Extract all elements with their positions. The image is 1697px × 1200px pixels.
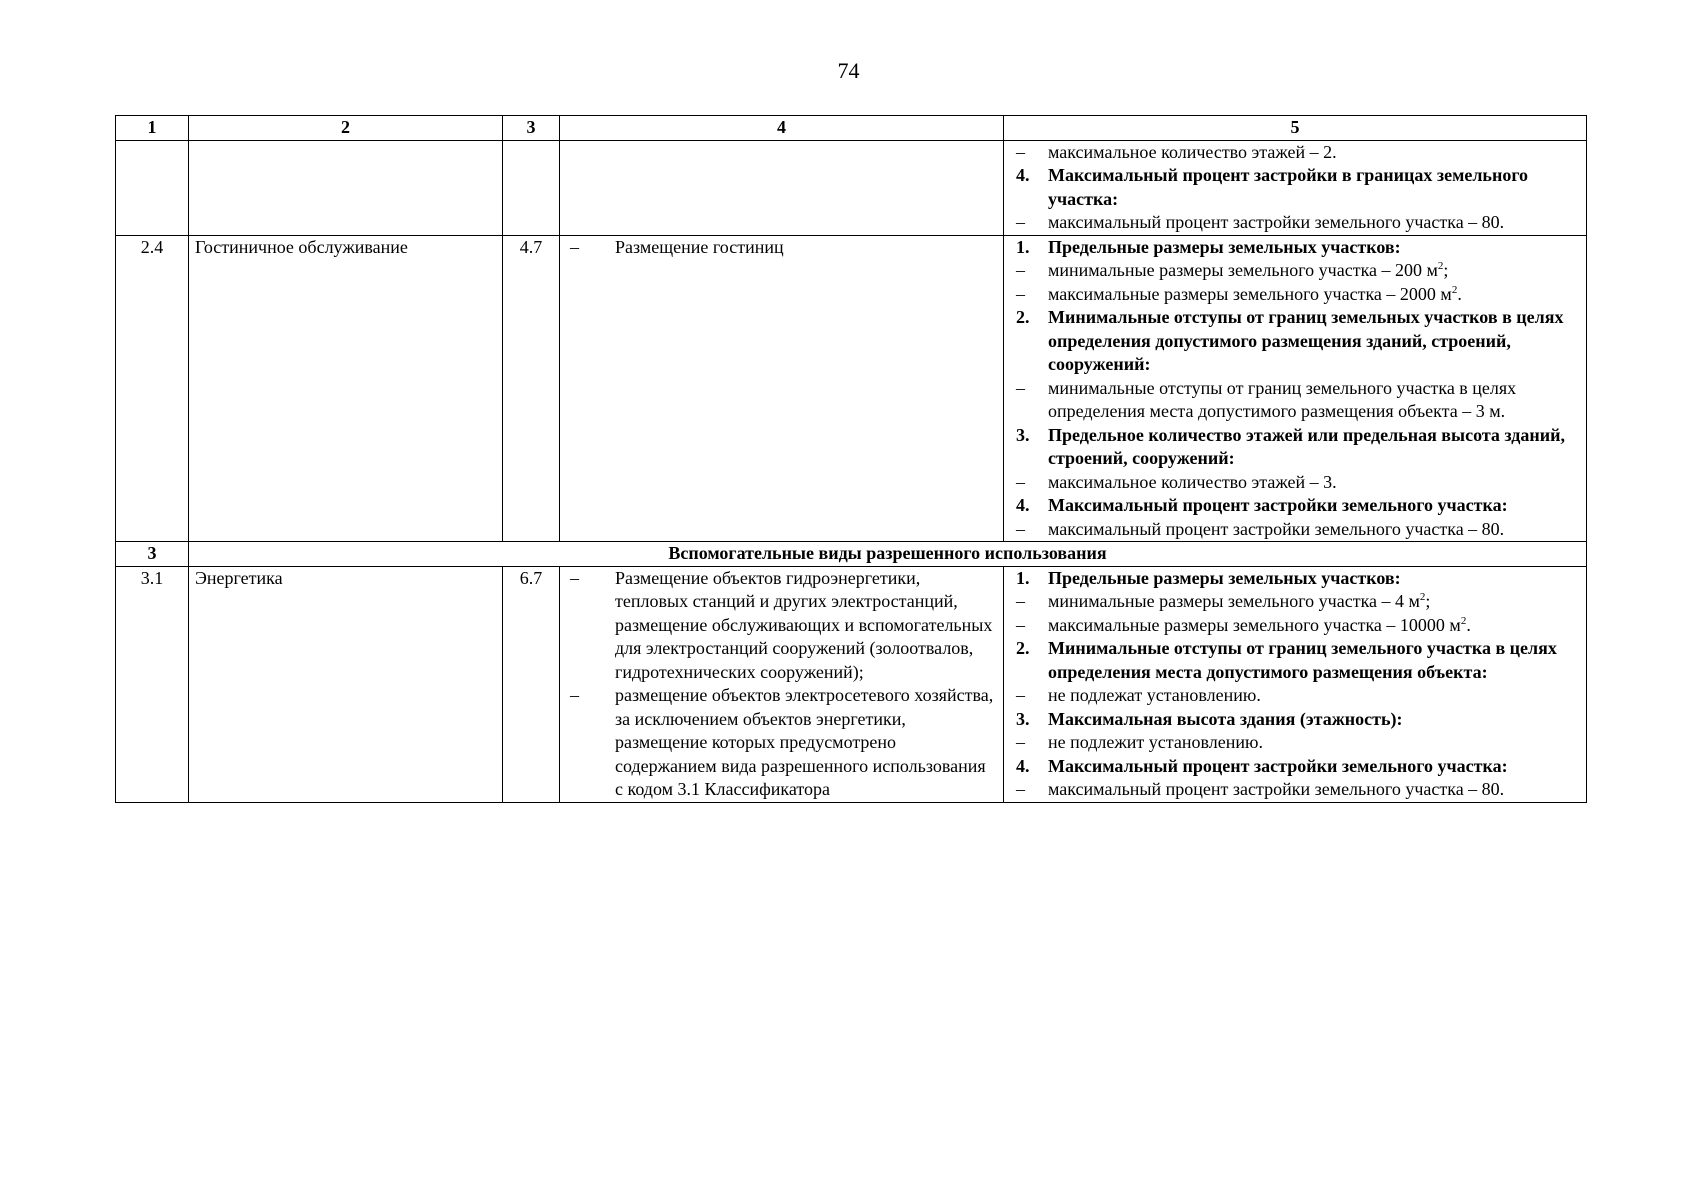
item-text: максимальные размеры земельного участка – 2000 м [1048,283,1452,304]
table-row-continuation [116,140,1587,235]
item-number: 4. [1016,755,1030,776]
list-item [1010,471,1580,495]
item-number: 3. [1016,424,1030,445]
list-item [1010,518,1580,542]
item-number: 4. [1016,495,1030,515]
table-header-row [116,116,1587,141]
parameter-heading [1010,637,1580,684]
item-punctuation: ; [1425,591,1431,611]
item-text: максимальный процент застройки земельного участка – 80. [1048,212,1505,232]
item-punctuation: . [1457,283,1462,304]
cell-description [560,140,1004,235]
item-text: максимальные размеры земельного участка – 10000 м [1048,614,1461,635]
item-text: Размещение объектов гидроэнергетики, тепловых станций и других электростанций, размещение обслуживающих и вспомогательных для электростанций сооружений (золоотвалов, гидротехнических сооружений); [615,567,993,682]
parameter-heading [1010,494,1580,518]
cell-code: 6.7 [503,566,560,802]
dash-bullet: – [570,236,579,257]
item-text: Максимальный процент застройки в границах земельного участка: [1048,165,1529,209]
list-item [566,684,997,802]
item-punctuation: ; [1443,260,1449,280]
cell-name [189,140,503,235]
dash-bullet: – [1016,212,1025,232]
item-text: минимальные отступы от границ земельного участка в целях определения места допустимого размещения объекта – 3 м. [1048,377,1517,421]
item-text: максимальный процент застройки земельного участка – 80. [1048,518,1505,539]
cell-parameters [1004,140,1587,235]
item-text: максимальное количество этажей – 2. [1048,141,1337,162]
column-header-4: 4 [560,116,1004,141]
dash-bullet: – [1016,591,1025,611]
item-text: Размещение гостиниц [615,236,784,257]
dash-bullet: – [1016,377,1025,398]
item-text-with-units [1048,590,1580,614]
item-text: Минимальные отступы от границ земельного участка в целях определения места допустимого размещения объекта: [1048,638,1557,682]
superscript: 2 [1437,260,1444,272]
column-header-2: 2 [189,116,503,141]
item-text: не подлежит установлению. [1048,732,1263,752]
list-item [1010,141,1580,165]
table-row-2-4 [116,235,1587,542]
parameter-heading [1010,164,1580,211]
dash-bullet: – [1016,614,1025,635]
parameter-heading [1010,755,1580,779]
dash-bullet: – [1016,732,1025,752]
cell-code: 4.7 [503,235,560,542]
item-number: 2. [1016,638,1030,658]
item-text: Максимальный процент застройки земельного участка: [1048,755,1508,776]
dash-bullet: – [1016,283,1025,304]
list-item [1010,590,1580,614]
dash-bullet: – [1016,518,1025,539]
page-number: 74 [837,58,860,83]
item-text: Максимальная высота здания (этажность): [1048,708,1403,729]
item-text: Предельные размеры земельных участков: [1048,567,1401,588]
item-number: 1. [1016,567,1030,588]
list-item [1010,259,1580,283]
item-number: 3. [1016,708,1030,729]
item-text: Предельное количество этажей или предельная высота зданий, строений, сооружений: [1048,424,1566,468]
list-item [1010,731,1580,755]
dash-bullet: – [1016,471,1025,492]
cell-code [503,140,560,235]
dash-bullet: – [1016,779,1025,799]
superscript: 2 [1451,283,1458,296]
table-row-3-1 [116,566,1587,802]
cell-num [116,140,189,235]
cell-description [560,566,1004,802]
column-header-3: 3 [503,116,560,141]
parameter-heading [1010,567,1580,591]
cell-num: 2.4 [116,235,189,542]
cell-description [560,235,1004,542]
parameter-heading [1010,236,1580,260]
item-number: 2. [1016,307,1030,327]
regulations-table [115,115,1587,803]
list-item [1010,283,1580,307]
list-item [1010,684,1580,708]
dash-bullet: – [1016,260,1025,280]
item-text: Минимальные отступы от границ земельных участков в целях определения допустимого размещения зданий, строений, сооружений: [1048,307,1564,374]
list-item [566,567,997,685]
section-num: 3 [116,542,189,567]
list-item [1010,211,1580,235]
cell-name: Гостиничное обслуживание [189,235,503,542]
cell-parameters [1004,235,1587,542]
column-header-5: 5 [1004,116,1587,141]
list-item [1010,778,1580,802]
item-text-with-units [1048,283,1580,307]
dash-bullet: – [1016,685,1025,705]
list-item [1010,614,1580,638]
item-text: размещение объектов электросетевого хозяйства, за исключением объектов энергетики, размещение которых предусмотрено содержанием вида разрешенного использования с кодом 3.1 Классификатора [615,685,994,799]
list-item [1010,377,1580,424]
item-number: 1. [1016,236,1030,257]
item-text: максимальный процент застройки земельного участка – 80. [1048,779,1505,799]
item-text: максимальное количество этажей – 3. [1048,471,1337,492]
parameter-heading [1010,306,1580,377]
item-text: Максимальный процент застройки земельного участка: [1048,495,1508,515]
superscript: 2 [1460,614,1467,627]
parameter-heading [1010,424,1580,471]
superscript: 2 [1419,591,1426,603]
cell-parameters [1004,566,1587,802]
section-row-3 [116,542,1587,567]
item-text: минимальные размеры земельного участка – 4 м [1048,591,1420,611]
item-punctuation: . [1466,614,1471,635]
dash-bullet: – [570,567,579,588]
section-title: Вспомогательные виды разрешенного использования [189,542,1587,567]
item-text: не подлежат установлению. [1048,685,1261,705]
item-text-with-units [1048,259,1580,283]
column-header-1: 1 [116,116,189,141]
item-number: 4. [1016,165,1030,185]
cell-name: Энергетика [189,566,503,802]
list-item [566,236,997,260]
item-text: минимальные размеры земельного участка – 200 м [1048,260,1438,280]
dash-bullet: – [570,685,579,705]
dash-bullet: – [1016,141,1025,162]
item-text-with-units [1048,614,1580,638]
parameter-heading [1010,708,1580,732]
item-text: Предельные размеры земельных участков: [1048,236,1401,257]
cell-num: 3.1 [116,566,189,802]
